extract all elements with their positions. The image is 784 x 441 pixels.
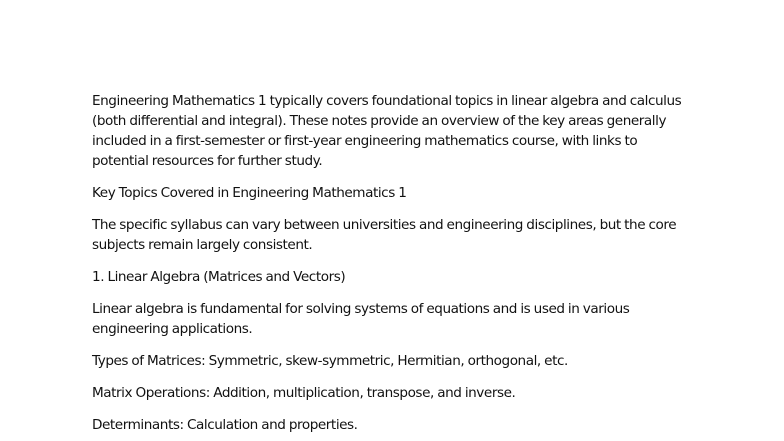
intro-paragraph: Engineering Mathematics 1 typically covers foundational topics in linear algebra and calculus (both differential and integral). These notes provide an overview of the key areas generally included in a first-semester or first-year engineering mathematics course, with links to potential resources for further study. xyxy=(92,93,682,169)
determinants-item: Determinants: Calculation and properties. xyxy=(92,417,358,433)
syllabus-note-paragraph: The specific syllabus can vary between universities and engineering disciplines, but the core subjects remain largely consistent. xyxy=(92,217,677,253)
matrix-operations-item: Matrix Operations: Addition, multiplication, transpose, and inverse. xyxy=(92,385,516,401)
types-of-matrices-item: Types of Matrices: Symmetric, skew-symmetric, Hermitian, orthogonal, etc. xyxy=(92,353,568,369)
linear-algebra-title: 1. Linear Algebra (Matrices and Vectors) xyxy=(92,269,346,285)
document-body xyxy=(92,91,692,435)
section-heading: Key Topics Covered in Engineering Mathematics 1 xyxy=(92,185,407,201)
linear-algebra-intro: Linear algebra is fundamental for solving systems of equations and is used in various engineering applications. xyxy=(92,301,630,337)
